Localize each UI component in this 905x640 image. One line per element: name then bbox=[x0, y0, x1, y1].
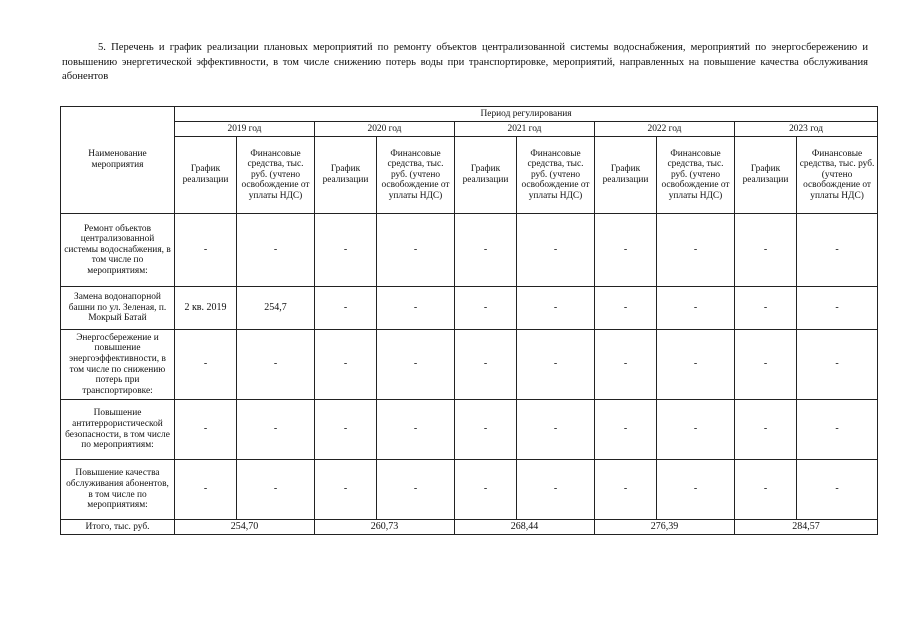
schedule-header: График реализации bbox=[175, 137, 237, 214]
finance-cell: - bbox=[517, 214, 595, 287]
schedule-header: График реализации bbox=[455, 137, 517, 214]
table-row bbox=[61, 287, 878, 330]
schedule-cell: - bbox=[595, 460, 657, 520]
activity-name: Энергосбережение и повышение энергоэффективности, в том числе по снижению потерь при транспортировке: bbox=[61, 330, 175, 400]
schedule-cell: - bbox=[315, 330, 377, 400]
total-value: 284,57 bbox=[735, 520, 878, 535]
finance-cell: - bbox=[657, 287, 735, 330]
table-row bbox=[61, 214, 878, 287]
finance-cell: - bbox=[797, 460, 878, 520]
finance-cell: - bbox=[657, 400, 735, 460]
schedule-header: График реализации bbox=[315, 137, 377, 214]
schedule-cell: - bbox=[735, 330, 797, 400]
total-value: 276,39 bbox=[595, 520, 735, 535]
finance-cell: - bbox=[517, 400, 595, 460]
schedule-cell: - bbox=[735, 214, 797, 287]
schedule-cell: - bbox=[455, 400, 517, 460]
schedule-cell: - bbox=[315, 214, 377, 287]
schedule-cell: - bbox=[735, 460, 797, 520]
schedule-cell: - bbox=[455, 287, 517, 330]
finance-cell: - bbox=[237, 214, 315, 287]
year-header: 2021 год bbox=[455, 122, 595, 137]
table-row bbox=[61, 330, 878, 400]
schedule-cell: - bbox=[595, 400, 657, 460]
year-header: 2020 год bbox=[315, 122, 455, 137]
schedule-header: График реализации bbox=[595, 137, 657, 214]
activity-name: Повышение качества обслуживания абонентов, в том числе по мероприятиям: bbox=[61, 460, 175, 520]
finance-cell: - bbox=[377, 287, 455, 330]
total-row bbox=[61, 520, 878, 535]
finance-cell: - bbox=[517, 460, 595, 520]
finance-cell: 254,7 bbox=[237, 287, 315, 330]
table-row bbox=[61, 400, 878, 460]
schedule-cell: - bbox=[735, 287, 797, 330]
finance-cell: - bbox=[377, 214, 455, 287]
schedule-cell: - bbox=[175, 214, 237, 287]
name-column-header: Наименование мероприятия bbox=[61, 107, 175, 214]
year-header: 2019 год bbox=[175, 122, 315, 137]
finance-cell: - bbox=[517, 287, 595, 330]
finance-cell: - bbox=[657, 330, 735, 400]
schedule-cell: - bbox=[595, 287, 657, 330]
finance-header: Финансовые средства, тыс. руб. (учтено освобождение от уплаты НДС) bbox=[237, 137, 315, 214]
finance-cell: - bbox=[237, 400, 315, 460]
total-value: 260,73 bbox=[315, 520, 455, 535]
schedule-cell: - bbox=[315, 287, 377, 330]
activity-name: Повышение антитеррористической безопасности, в том числе по мероприятиям: bbox=[61, 400, 175, 460]
schedule-cell: - bbox=[455, 214, 517, 287]
page-heading: 5. Перечень и график реализации плановых мероприятий по ремонту объектов централизованной системы водоснабжения, мероприятий по энергосбережению и повышению энергетической эффективности, в том числе снижению потерь воды при транспортировке, мероприятий, направленных на повышение качества обслуживания абонентов bbox=[62, 42, 868, 82]
schedule-cell: - bbox=[315, 400, 377, 460]
total-label: Итого, тыс. руб. bbox=[61, 520, 175, 535]
schedule-cell: - bbox=[595, 330, 657, 400]
total-value: 254,70 bbox=[175, 520, 315, 535]
activity-name: Замена водонапорной башни по ул. Зеленая, п. Мокрый Батай bbox=[61, 287, 175, 330]
finance-header: Финансовые средства, тыс. руб. (учтено освобождение от уплаты НДС) bbox=[517, 137, 595, 214]
total-value: 268,44 bbox=[455, 520, 595, 535]
schedule-cell: - bbox=[175, 330, 237, 400]
schedule-header: График реализации bbox=[735, 137, 797, 214]
schedule-cell: - bbox=[455, 460, 517, 520]
schedule-cell: - bbox=[595, 214, 657, 287]
finance-cell: - bbox=[657, 214, 735, 287]
schedule-cell: 2 кв. 2019 bbox=[175, 287, 237, 330]
finance-header: Финансовые средства, тыс. руб. (учтено освобождение от уплаты НДС) bbox=[797, 137, 878, 214]
finance-cell: - bbox=[517, 330, 595, 400]
finance-cell: - bbox=[237, 330, 315, 400]
finance-cell: - bbox=[797, 330, 878, 400]
schedule-cell: - bbox=[735, 400, 797, 460]
schedule-cell: - bbox=[175, 460, 237, 520]
year-header: 2022 год bbox=[595, 122, 735, 137]
activity-name: Ремонт объектов централизованной системы водоснабжения, в том числе по мероприятиям: bbox=[61, 214, 175, 287]
finance-cell: - bbox=[237, 460, 315, 520]
schedule-cell: - bbox=[315, 460, 377, 520]
finance-cell: - bbox=[797, 214, 878, 287]
finance-header: Финансовые средства, тыс. руб. (учтено освобождение от уплаты НДС) bbox=[657, 137, 735, 214]
finance-header: Финансовые средства, тыс. руб. (учтено освобождение от уплаты НДС) bbox=[377, 137, 455, 214]
finance-cell: - bbox=[797, 400, 878, 460]
finance-cell: - bbox=[657, 460, 735, 520]
year-header: 2023 год bbox=[735, 122, 878, 137]
finance-cell: - bbox=[797, 287, 878, 330]
finance-cell: - bbox=[377, 400, 455, 460]
schedule-cell: - bbox=[455, 330, 517, 400]
finance-cell: - bbox=[377, 330, 455, 400]
table-row bbox=[61, 460, 878, 520]
period-header: Период регулирования bbox=[175, 107, 878, 122]
finance-cell: - bbox=[377, 460, 455, 520]
schedule-cell: - bbox=[175, 400, 237, 460]
activities-table bbox=[60, 106, 878, 535]
